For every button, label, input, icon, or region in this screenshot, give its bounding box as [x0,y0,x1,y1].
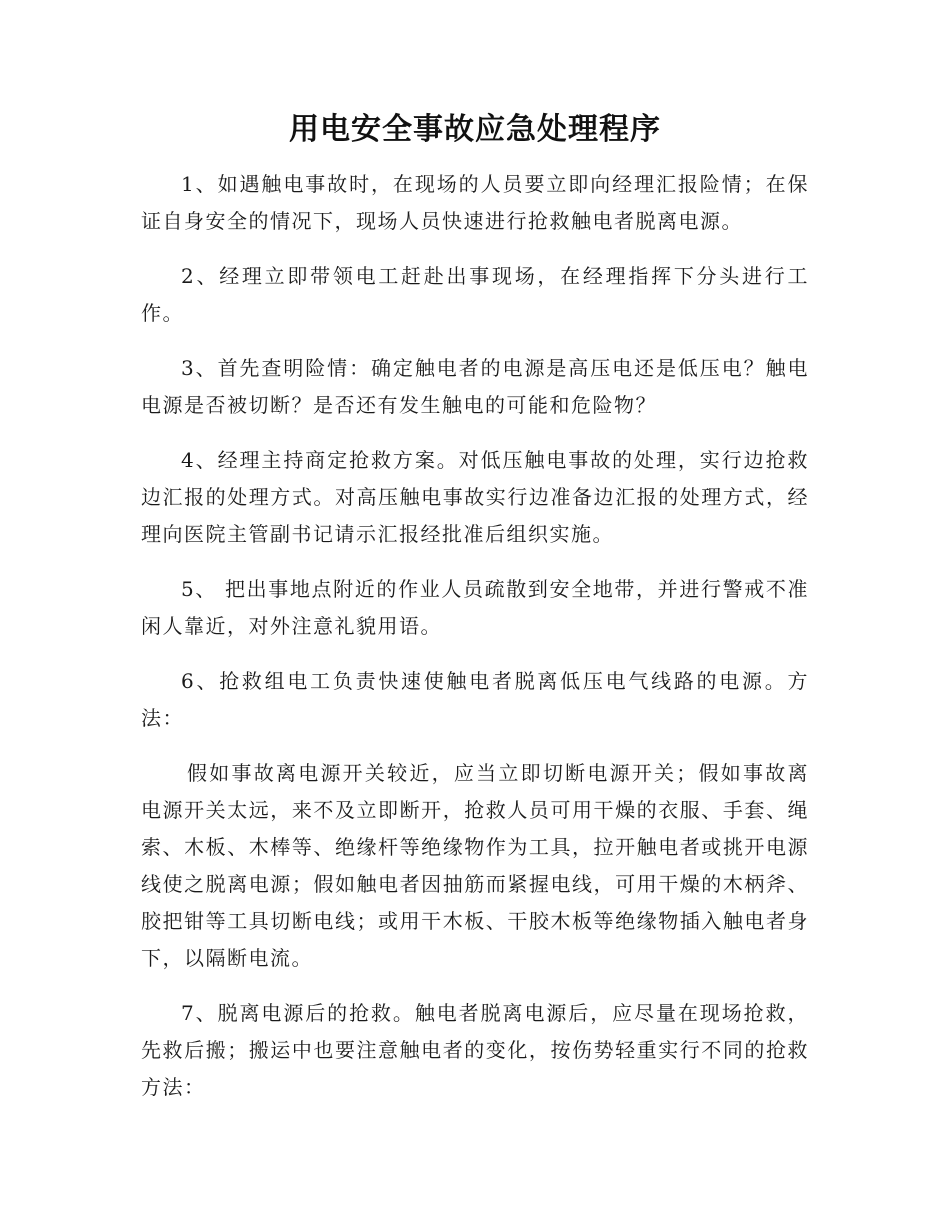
paragraph-4: 4、经理主持商定抢救方案。对低压触电事故的处理，实行边抢救边汇报的处理方式。对高压触电事故实行边准备边汇报的处理方式，经理向医院主管副书记请示汇报经批准后组织实施。 [141,448,809,546]
paragraph-7: 7、脱离电源后的抢救。触电者脱离电源后，应尽量在现场抢救，先救后搬；搬运中也要注意触电者的变化，按伤势轻重实行不同的抢救方法： [141,1001,809,1099]
paragraph-1: 1、如遇触电事故时，在现场的人员要立即向经理汇报险情；在保证自身安全的情况下，现场人员快速进行抢救触电者脱离电源。 [141,172,809,233]
paragraph-5: 5、 把出事地点附近的作业人员疏散到安全地带，并进行警戒不准闲人靠近，对外注意礼貌用语。 [141,577,809,638]
document-body [141,166,809,1106]
paragraph-3: 3、首先查明险情：确定触电者的电源是高压电还是低压电？触电电源是否被切断？是否还有发生触电的可能和危险物？ [141,356,809,417]
paragraph-6-method-detail: 假如事故离电源开关较近，应当立即切断电源开关；假如事故离电源开关太远，来不及立即断开，抢救人员可用干燥的衣服、手套、绳索、木板、木棒等、绝缘杆等绝缘物作为工具，拉开触电者或挑开电源线使之脱离电源；假如触电者因抽筋而紧握电线，可用干燥的木柄斧、胶把钳等工具切断电线；或用干木板、干胶木板等绝缘物插入触电者身下，以隔断电流。 [141,761,809,970]
paragraph-2: 2、经理立即带领电工赶赴出事现场，在经理指挥下分头进行工作。 [141,264,809,325]
paragraph-6: 6、抢救组电工负责快速使触电者脱离低压电气线路的电源。方法： [141,669,809,730]
document-title: 用电安全事故应急处理程序 [289,112,661,147]
